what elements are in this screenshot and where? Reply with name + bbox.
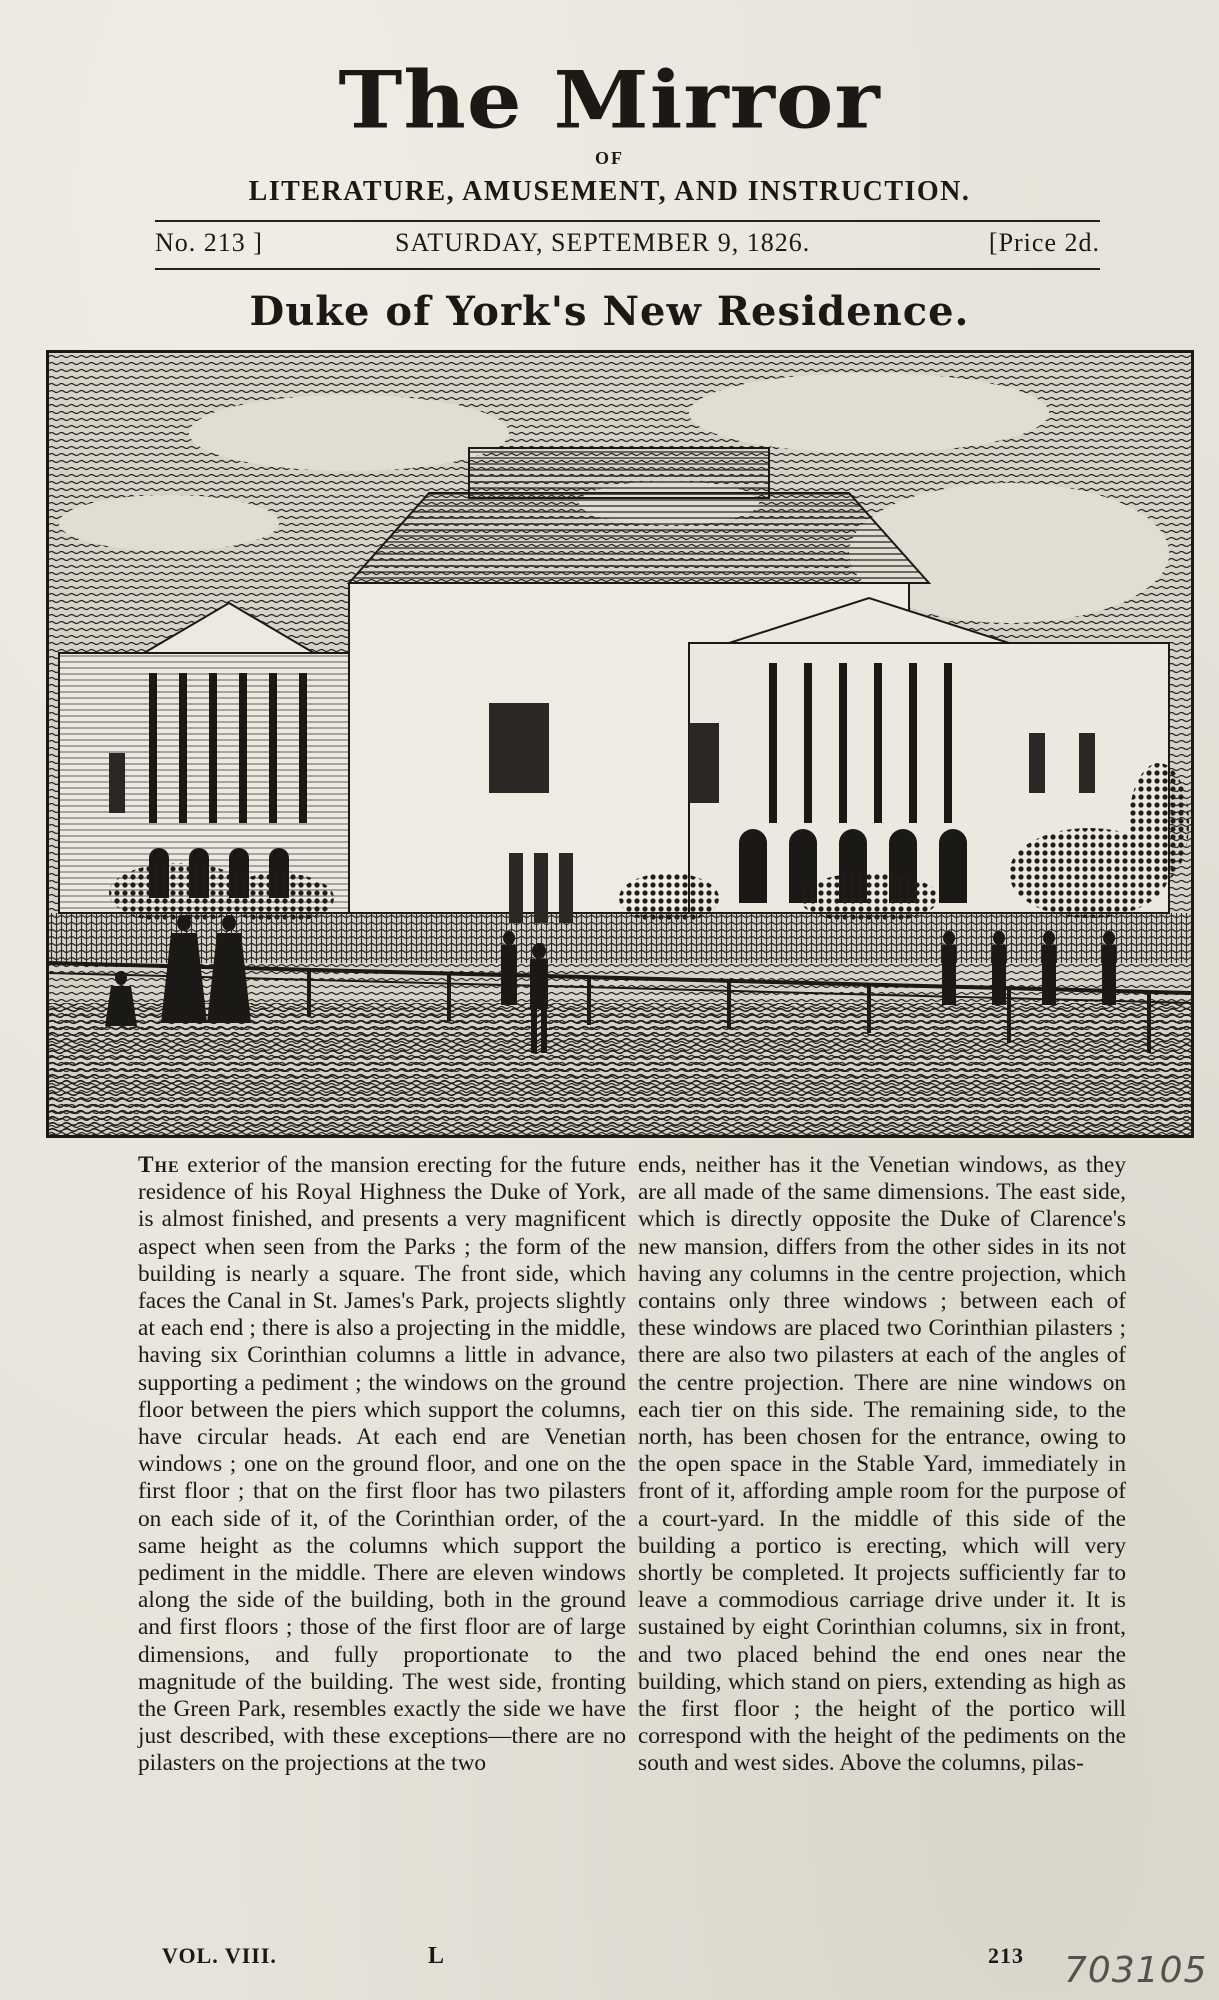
accession-number: 703105 xyxy=(1064,1950,1208,1991)
engraving-illustration xyxy=(46,350,1194,1138)
issue-price: [Price 2d. xyxy=(988,228,1100,257)
footer-volume: VOL. VIII. xyxy=(162,1943,277,1968)
footer-signature: L xyxy=(428,1943,446,1969)
article-title: Duke of York's New Residence. xyxy=(249,288,970,335)
masthead-subtitle: LITERATURE, AMUSEMENT, AND INSTRUCTION. xyxy=(248,176,971,207)
masthead-of: OF xyxy=(595,148,624,168)
article-left-column xyxy=(138,1152,626,1778)
issue-line xyxy=(155,228,1100,264)
right-column-text: ends, neither has it the Venetian windows, as they are all made of the same dimensions. The east side, which is directly opposite the Duke of Clarence's new mansion, differs from the other sides in its not having any columns in the centre projection, which contains only three windows ; between each of these windows are placed two Corinthian pilasters ; there are also two pilasters at each of the angles of the centre projection. There are nine windows on each tier on this side. The remaining side, to the north, has been chosen for the entrance, owing to the open space in the Stable Yard, immediately in front of it, affording ample room for the purpose of a court-yard. In the middle of this side of the building a portico is erecting, which will very shortly be completed. It projects sufficiently far to leave a commodious carriage drive under it. It is sustained by eight Corinthian columns, six in front, and two placed behind the end ones near the building, which stand on piers, extending as high as the first floor ; the height of the portico will correspond with the height of the pediments on the south and west sides. Above the columns, pilas- xyxy=(638,1152,1126,1777)
left-column-text: exterior of the mansion erecting for the future residence of his Royal Highness the Duke of York, is almost finished, and presents a very magnificent aspect when seen from the Parks ; the form of the building is nearly a square. The front side, which faces the Canal in St. James's Park, projects slightly at each end ; there is also a projecting in the middle, having six Corinthian columns a little in advance, supporting a pediment ; the windows on the ground floor between the piers which support the columns, have circular heads. At each end are Venetian windows ; one on the ground floor, and one on the first floor ; that on the first floor has two pilasters on each side of it, of the Corinthian order, of the same height as the columns which support the pediment in the middle. There are eleven windows along the side of the building, both in the ground and first floors ; those of the first floor are of large dimensions, and fully proportionate to the magnitude of the building. The west side, fronting the Green Park, resembles exactly the side we have just described, with these exceptions—there are no pilasters on the projections at the two xyxy=(138,1152,627,1777)
masthead-title: The Mirror xyxy=(338,54,881,147)
rule-bottom xyxy=(155,268,1100,270)
engraving-art xyxy=(49,353,1191,1135)
article-paragraph-left xyxy=(138,1152,626,1778)
rule-top xyxy=(155,220,1100,222)
footer-page-number: 213 xyxy=(988,1943,1024,1968)
article-right-column xyxy=(638,1152,1126,1778)
issue-number: No. 213 ] xyxy=(155,228,263,257)
issue-date: SATURDAY, SEPTEMBER 9, 1826. xyxy=(395,228,811,257)
lead-word: The xyxy=(138,1152,180,1178)
